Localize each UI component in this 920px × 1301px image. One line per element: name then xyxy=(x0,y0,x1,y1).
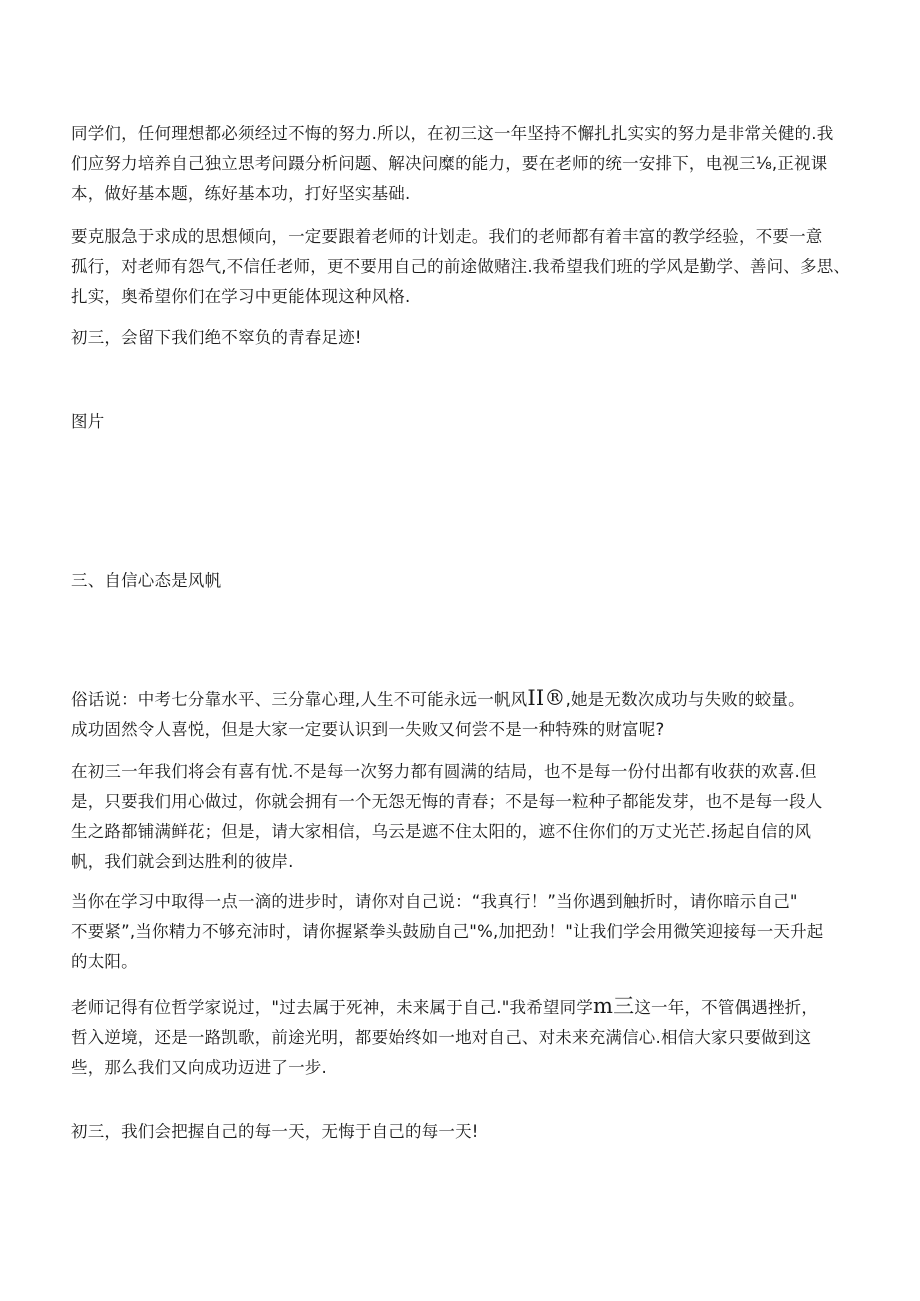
text-line: 的太阳。 xyxy=(71,952,138,971)
text-line: 在初三一年我们将会有喜有忧.不是每一次努力都有圆满的结局，也不是每一份付出都有收获的欢喜.但 xyxy=(71,762,817,781)
text-line: 初三，会留下我们绝不窣负的青春足迹! xyxy=(71,328,362,347)
paragraph-youth-footprint xyxy=(71,323,846,353)
text-line: 成功固然令人喜悦，但是大家一定要认识到一失败又何尝不是一种特殊的财富呢? xyxy=(71,720,665,739)
paragraph-joys-worries xyxy=(71,757,846,877)
section-title: 三、自信心态是风帆 xyxy=(71,571,222,590)
section-heading xyxy=(71,566,846,596)
text-line: 是，只要我们用心做过，你就会拥有一个无怨无悔的青春；不是每一粒种子都能发芽，也不是每一段人 xyxy=(71,792,823,811)
image-caption xyxy=(71,407,846,437)
text-segment: 这一年，不管偶遇挫折， xyxy=(634,998,819,1017)
garbled-glyphs: m三 xyxy=(593,994,635,1018)
paragraph-philosopher xyxy=(71,991,846,1083)
text-line: 帆，我们就会到达胜利的彼岸. xyxy=(71,852,294,871)
text-segment: ,她是无数次成功与失败的蛟量。 xyxy=(565,690,805,709)
caption-text: 图片 xyxy=(71,412,105,431)
text-line: 扎实，奥希望你们在学习中更能体现这种风格. xyxy=(71,287,411,306)
text-line: 当你在学习中取得一点一滴的进步时，请你对自己说：“我真行！”当你遇到触折时，请你暗示自己" xyxy=(71,892,798,911)
text-segment: 老师记得有位哲学家说过，"过去属于死神，未来属于自己."我希望同学 xyxy=(71,998,594,1017)
text-line xyxy=(71,991,846,1023)
text-segment: 俗话说：中考七分靠水平、三分靠心理,人生不可能永远一帆风 xyxy=(71,690,528,709)
garbled-glyphs: II® xyxy=(527,686,566,710)
paragraph-closing xyxy=(71,1117,846,1147)
text-line: 初三，我们会把握自己的每一天，无悔于自己的每一天! xyxy=(71,1122,479,1141)
text-line xyxy=(71,683,846,715)
text-line: 们应努力培养自己独立思考问蹑分析问题、解决问糜的能力，要在老师的统一安排下，电视三⅛,正视课 xyxy=(71,154,828,173)
text-line: 本，做好基本题，练好基本功，打好坚实基础. xyxy=(71,184,411,203)
paragraph-encourage-self xyxy=(71,887,846,977)
paragraph-study-effort xyxy=(71,119,846,209)
text-line: 不要紧”,当你精力不够充沛时，请你握紧拳头鼓励自己"%,加把劲！"让我们学会用微笑迎接每一天升起 xyxy=(71,922,824,941)
text-line: 要克服急于求成的思想倾向，一定要跟着老师的计划走。我们的老师都有着丰富的教学经验，不要一意 xyxy=(71,227,823,246)
paragraph-saying xyxy=(71,683,846,745)
text-line: 生之路都铺满鲜花；但是，请大家相信，乌云是遮不住太阳的，遮不住你们的万丈光芒.扬起自信的风 xyxy=(71,822,812,841)
text-line: 哲入逆境，还是一路凯歌，前途光明，都要始终如一地对自己、对未来充满信心.相信大家只要做到这 xyxy=(71,1028,812,1047)
paragraph-follow-teacher xyxy=(71,222,851,312)
text-line: 同学们，任何理想都必须经过不悔的努力.所以，在初三这一年坚持不懈扎扎实实的努力是非常关健的.我 xyxy=(71,124,834,143)
text-line: 些，那么我们又向成功迈进了一步. xyxy=(71,1058,327,1077)
text-line: 孤行，对老师有怨气,不信任老师，更不要用自己的前途做赌注.我希望我们班的学风是勤学、善问、多思、 xyxy=(71,257,851,276)
